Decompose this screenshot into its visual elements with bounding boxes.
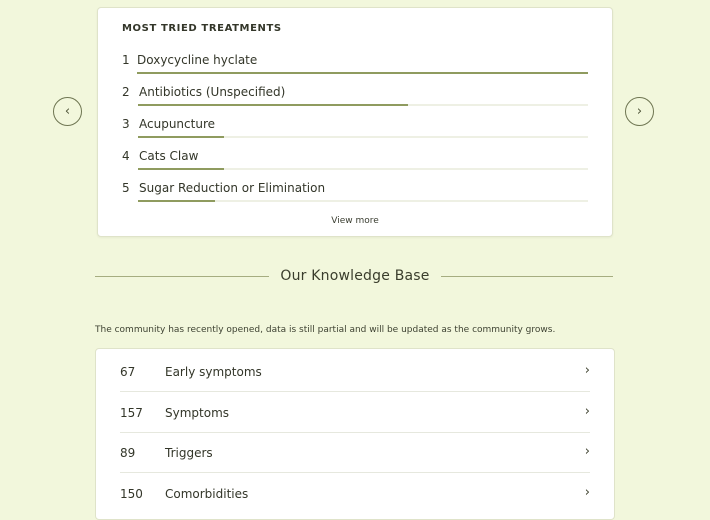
kb-row-symptoms[interactable] xyxy=(120,392,590,433)
kb-label: Triggers xyxy=(165,446,213,460)
kb-row-triggers[interactable] xyxy=(120,432,590,473)
treatment-name: Doxycycline hyclate xyxy=(137,53,258,67)
treatment-bar-fill xyxy=(138,200,215,202)
chevron-right-icon: › xyxy=(584,363,590,378)
treatment-item[interactable] xyxy=(122,85,588,113)
kb-label: Symptoms xyxy=(165,406,230,420)
treatment-item[interactable] xyxy=(122,53,588,81)
treatment-rank: 1 xyxy=(122,53,130,67)
treatment-bar-track xyxy=(138,136,588,138)
chevron-right-icon: › xyxy=(584,404,590,419)
treatment-name: Cats Claw xyxy=(139,149,199,163)
chevron-left-icon: ‹ xyxy=(64,104,71,119)
treatment-rank: 4 xyxy=(122,149,130,163)
treatment-rank: 2 xyxy=(122,85,130,99)
kb-label: Comorbidities xyxy=(165,487,249,501)
knowledge-base-card xyxy=(95,348,615,520)
kb-count: 67 xyxy=(120,365,136,379)
divider-left xyxy=(95,276,269,277)
treatment-bar-fill xyxy=(137,72,588,74)
treatment-name: Antibiotics (Unspecified) xyxy=(139,85,286,99)
chevron-right-icon: › xyxy=(584,485,590,500)
treatment-rank: 5 xyxy=(122,181,130,195)
treatment-item[interactable] xyxy=(122,117,588,145)
kb-row-comorbidities[interactable] xyxy=(120,473,590,513)
treatments-title: MOST TRIED TREATMENTS xyxy=(122,23,282,34)
view-more-link[interactable]: View more xyxy=(331,216,379,226)
chevron-right-icon: › xyxy=(584,444,590,459)
treatment-rank: 3 xyxy=(122,117,130,131)
community-note: The community has recently opened, data is still partial and will be updated as the community grows. xyxy=(95,325,556,335)
treatment-item[interactable] xyxy=(122,181,588,209)
knowledge-base-title: Our Knowledge Base xyxy=(280,268,430,284)
kb-count: 89 xyxy=(120,446,136,460)
treatment-bar-fill xyxy=(138,104,408,106)
treatment-item[interactable] xyxy=(122,149,588,177)
kb-count: 150 xyxy=(120,487,143,501)
treatment-name: Acupuncture xyxy=(139,117,215,131)
treatment-bar-fill xyxy=(138,136,224,138)
kb-label: Early symptoms xyxy=(165,365,262,379)
treatment-bar-track xyxy=(138,104,588,106)
carousel-prev-button[interactable] xyxy=(53,97,82,126)
treatment-bar-track xyxy=(138,200,588,202)
chevron-right-icon: › xyxy=(636,104,643,119)
kb-count: 157 xyxy=(120,406,143,420)
treatment-bar-fill xyxy=(138,168,224,170)
divider-right xyxy=(441,276,613,277)
treatment-bar-track xyxy=(138,168,588,170)
treatment-name: Sugar Reduction or Elimination xyxy=(139,181,326,195)
carousel-next-button[interactable] xyxy=(625,97,654,126)
treatment-bar-track xyxy=(137,72,588,74)
kb-row-early-symptoms[interactable] xyxy=(120,351,590,392)
most-tried-treatments-card xyxy=(97,7,613,237)
